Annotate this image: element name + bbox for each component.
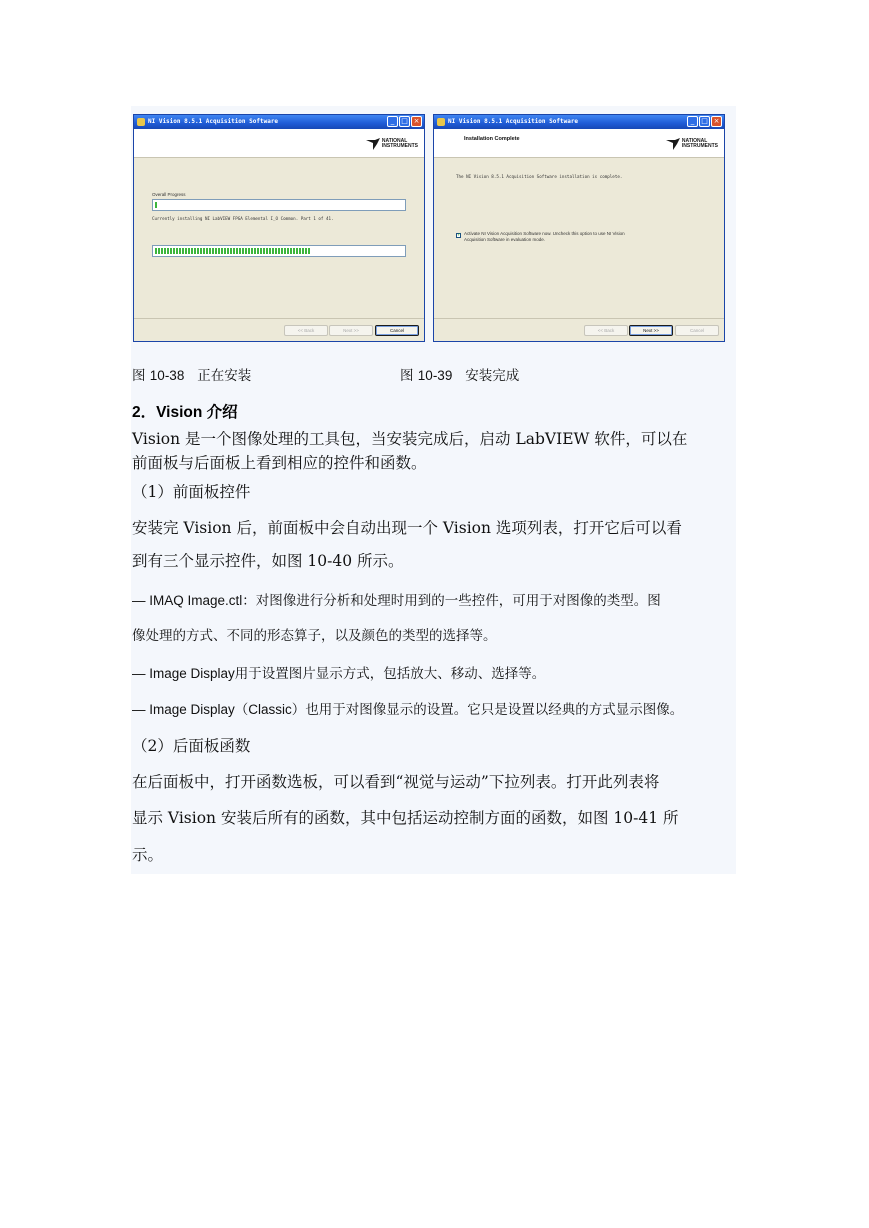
figure-caption-10-39 [400, 364, 519, 384]
back-button[interactable]: << Back [284, 325, 328, 336]
next-button[interactable]: Next >> [629, 325, 673, 336]
installer-footer [134, 318, 424, 341]
paragraph-3-line-1: 在后面板中，打开函数选板，可以看到“视觉与运动”下拉列表。打开此列表将 [132, 773, 660, 791]
installer-header [134, 129, 424, 158]
overall-progress-fill [155, 202, 158, 208]
activate-checkbox-label[interactable] [464, 231, 625, 242]
paragraph-3-line-2: 显示 Vision 安装后所有的函数，其中包括运动控制方面的函数，如图 10-41 所 [132, 809, 679, 827]
logo-line-1: NATIONAL [681, 137, 708, 144]
bullet-imaq-image-cont: 像处理的方式、不同的形态算子，以及颜色的类型的选择等。 [132, 628, 497, 644]
bullet-text: ：对图像进行分析和处理时用到的一些控件，可用于对图像的类型。图 [242, 593, 661, 609]
bullet-text: 用于设置图片显示方式，包括放大、移动、选择等。 [234, 666, 546, 682]
installer-header [434, 129, 724, 158]
figure-caption-10-38 [132, 364, 251, 384]
activate-label-line-2: Acquisition Software in evaluation mode. [464, 236, 546, 242]
minimize-icon[interactable]: _ [387, 116, 398, 127]
cancel-button[interactable]: Cancel [675, 325, 719, 336]
minimize-icon[interactable]: _ [687, 116, 698, 127]
maximize-icon[interactable]: □ [699, 116, 710, 127]
close-icon[interactable]: × [411, 116, 422, 127]
logo-line-1: NATIONAL [381, 137, 408, 144]
next-button[interactable]: Next >> [329, 325, 373, 336]
caption-text: 安装完成 [465, 368, 520, 384]
paragraph-3-line-3: 示。 [132, 846, 164, 864]
window-title: NI Vision 8.5.1 Acquisition Software [148, 118, 279, 125]
bullet-lead: — Image Display [132, 666, 235, 681]
bullet-mid: （Classic） [234, 702, 306, 717]
app-icon [437, 118, 445, 126]
logo-line-2: INSTRUMENTS [381, 143, 418, 149]
complete-message: The NI Vision 8.5.1 Acquisition Software installation is complete. [456, 174, 623, 179]
caption-number: 10-38 [149, 368, 185, 383]
title-bar [134, 115, 424, 129]
activate-label-line-1: Activate NI Vision Acquisition Software now. Uncheck this option to use NI Vision [464, 231, 625, 236]
checkmark-icon: ✓ [457, 232, 462, 238]
ni-eagle-icon [666, 138, 680, 150]
bullet-lead: — Image Display [132, 702, 235, 717]
paragraph-2-line-2: 到有三个显示控件，如图 10-40 所示。 [132, 552, 404, 570]
item-progress-fill [155, 248, 310, 254]
installer-body [134, 158, 424, 320]
subheading-back-panel: （2）后面板函数 [132, 737, 251, 755]
paragraph-2-line-1: 安装完 Vision 后，前面板中会自动出现一个 Vision 选项列表，打开它后可以看 [132, 519, 682, 537]
window-title: NI Vision 8.5.1 Acquisition Software [448, 118, 579, 125]
installer-window-complete [433, 114, 725, 342]
back-button[interactable]: << Back [584, 325, 628, 336]
section-heading: 2．Vision 介绍 [132, 404, 238, 421]
ni-logo [366, 138, 418, 150]
bullet-imaq-image [132, 592, 661, 610]
caption-prefix: 图 [400, 368, 414, 384]
bullet-text: 也用于对图像显示的设置。它只是设置以经典的方式显示图像。 [305, 702, 684, 718]
item-progress-bar [152, 245, 406, 257]
subheading-front-panel: （1）前面板控件 [132, 483, 251, 501]
paragraph-1-line-2: 前面板与后面板上看到相应的控件和函数。 [132, 454, 427, 472]
app-icon [137, 118, 145, 126]
ni-eagle-icon [366, 138, 380, 150]
close-icon[interactable]: × [711, 116, 722, 127]
bullet-image-display [132, 665, 545, 683]
install-status-text: Currently installing NI LabVIEW FPGA Elemental I_O Common. Part 1 of 41. [152, 216, 334, 221]
caption-text: 正在安装 [197, 368, 252, 384]
bullet-lead: — IMAQ Image.ctl [132, 593, 243, 608]
installation-complete-title: Installation Complete [464, 136, 520, 142]
activate-checkbox[interactable] [456, 233, 461, 238]
overall-progress-bar [152, 199, 406, 211]
cancel-button[interactable]: Cancel [375, 325, 419, 336]
installer-body [434, 158, 724, 320]
maximize-icon[interactable]: □ [399, 116, 410, 127]
bullet-image-display-classic [132, 701, 683, 719]
caption-number: 10-39 [417, 368, 453, 383]
installer-footer [434, 318, 724, 341]
caption-prefix: 图 [132, 368, 146, 384]
title-bar [434, 115, 724, 129]
ni-logo [666, 138, 718, 150]
logo-line-2: INSTRUMENTS [681, 143, 718, 149]
overall-progress-label: Overall Progress [152, 192, 186, 197]
paragraph-1-line-1: Vision 是一个图像处理的工具包，当安装完成后，启动 LabVIEW 软件，可以在 [132, 430, 688, 448]
installer-window-progress [133, 114, 425, 342]
